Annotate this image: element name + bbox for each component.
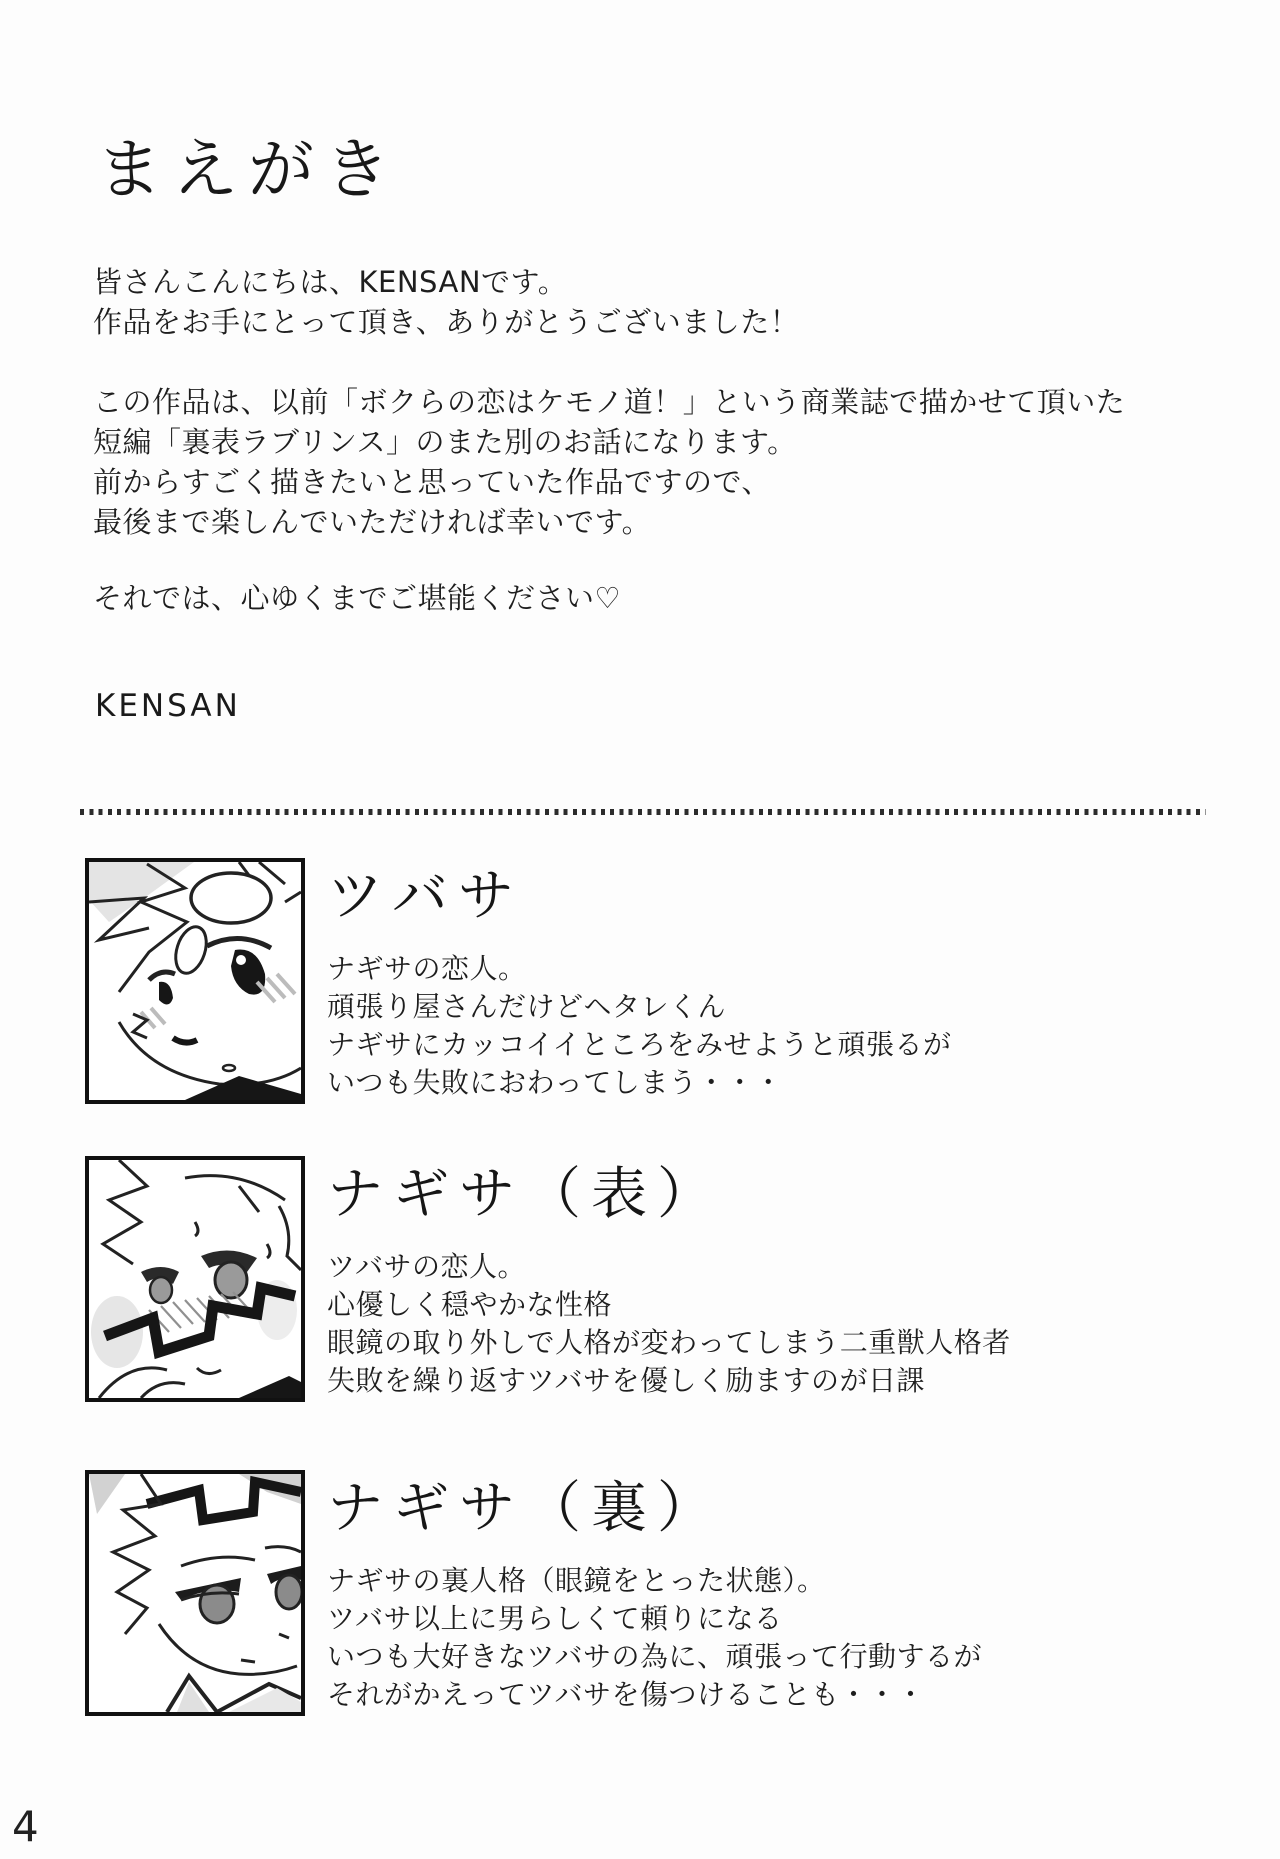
character-name: ツバサ — [327, 864, 524, 929]
nagisa-front-text — [327, 1156, 1011, 1402]
description-paragraph — [93, 382, 1125, 542]
character-profile-tsubasa — [85, 858, 951, 1104]
character-description: ナギサの裏人格（眼鏡をとった状態）。 ツバサ以上に男らしくて頼りになる いつも大好きなツバサの為に、頑張って行動するが それがかえってツバサを傷つけることも・・・ — [327, 1564, 982, 1711]
body-line: 最後まで楽しんでいただければ幸いです。 — [93, 505, 652, 539]
nagisa-back-portrait-frame — [85, 1470, 305, 1716]
nagisa-back-portrait-image — [89, 1474, 301, 1712]
dotted-divider — [80, 809, 1206, 815]
greeting-paragraph — [93, 262, 799, 342]
tsubasa-text — [327, 858, 951, 1104]
closing-line: それでは、心ゆくまでご堪能ください♡ — [93, 581, 621, 615]
character-description: ツバサの恋人。 心優しく穏やかな性格 眼鏡の取り外しで人格が変わってしまう二重獣人格者 失敗を繰り返すツバサを優しく励ますのが日課 — [327, 1250, 1011, 1397]
character-profile-nagisa-front — [85, 1156, 1011, 1402]
nagisa-front-portrait-frame — [85, 1156, 305, 1402]
nagisa-front-portrait-image — [89, 1160, 301, 1398]
page-number: 4 — [12, 1802, 39, 1851]
character-name: ナギサ（表） — [327, 1162, 723, 1227]
greeting-line: 作品をお手にとって頂き、ありがとうございました！ — [93, 305, 800, 339]
body-line: 前からすごく描きたいと思っていた作品ですので、 — [93, 465, 771, 499]
character-description: ナギサの恋人。 頑張り屋さんだけどヘタレくん ナギサにカッコイイところをみせようと頑張るが いつも失敗におわってしまう・・・ — [327, 952, 952, 1099]
tsubasa-portrait-frame — [85, 858, 305, 1104]
page-title: まえがき — [96, 131, 400, 208]
body-line: この作品は、以前「ボクらの恋はケモノ道！」という商業誌で描かせて頂いた — [93, 385, 1126, 419]
body-line: 短編「裏表ラブリンス」のまた別のお話になります。 — [93, 425, 797, 459]
character-name: ナギサ（裏） — [327, 1476, 723, 1541]
tsubasa-portrait-image — [89, 862, 301, 1100]
nagisa-back-text — [327, 1470, 982, 1716]
character-profile-nagisa-back — [85, 1470, 982, 1716]
author-signature: KENSAN — [95, 688, 241, 724]
greeting-line: 皆さんこんにちは、KENSANです。 — [93, 265, 568, 299]
